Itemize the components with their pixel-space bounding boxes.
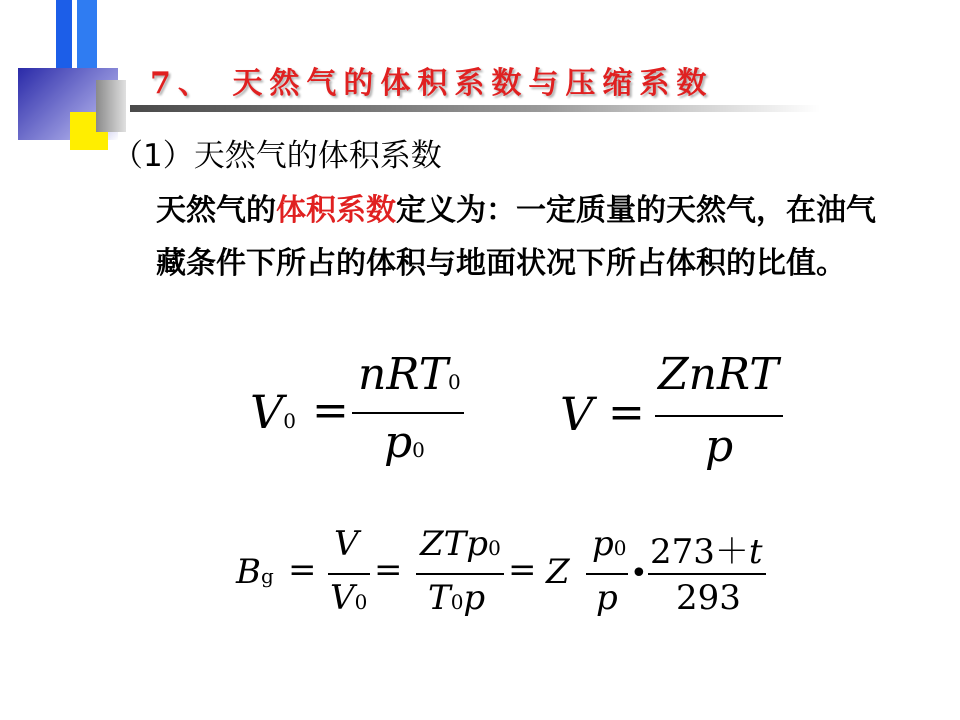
bg-f1-denominator: V0: [330, 578, 368, 618]
definition-part1: 天然气的: [156, 193, 276, 228]
slide-title: 7、 天然气的体积系数与压缩系数: [150, 66, 714, 101]
bg-lhs: Bg: [236, 552, 274, 592]
v0-numerator: nRT0: [358, 349, 461, 400]
bg-f4-line: [648, 573, 766, 575]
bg-multiply-dot: •: [630, 556, 648, 591]
v0-denominator: p0: [384, 417, 425, 468]
v-denominator: p: [705, 421, 734, 472]
title-underline: [130, 105, 820, 112]
v0-lhs: V0: [250, 385, 296, 439]
v-lhs: V: [560, 387, 594, 441]
bg-f3-line: [586, 573, 628, 575]
bg-f4-numerator: 273＋t: [650, 532, 763, 572]
definition-part2: 定义为：一定质量的天然气，在油气藏条件下所占的体积与地面状况下所占体积的比值。: [156, 193, 876, 281]
bg-f1-line: [328, 573, 370, 575]
section-subtitle: （1）天然气的体积系数: [112, 138, 442, 174]
formula-v0: [250, 349, 480, 485]
definition-paragraph: [156, 184, 896, 290]
v0-equals: =: [312, 385, 349, 436]
bg-f4-denominator: 293: [676, 578, 741, 618]
bg-f1-numerator: V: [334, 524, 359, 564]
bg-f3-denominator: p: [596, 578, 618, 618]
bg-z: Z: [546, 552, 570, 592]
formula-v: [560, 349, 800, 485]
bg-equals-1: =: [288, 550, 317, 590]
v-fraction-line: [655, 415, 783, 417]
v-equals: =: [608, 387, 645, 438]
gray-block: [96, 80, 126, 132]
v0-fraction-line: [352, 412, 464, 414]
bg-f2-numerator: ZTp0: [420, 524, 501, 564]
formula-bg: [236, 524, 796, 638]
bg-equals-3: =: [508, 550, 537, 590]
bg-equals-2: =: [374, 550, 403, 590]
definition-highlight: 体积系数: [276, 193, 396, 228]
bg-f2-line: [416, 573, 504, 575]
v-numerator: ZnRT: [658, 349, 779, 400]
bg-f3-numerator: p0: [592, 524, 627, 564]
bg-f2-denominator: T0p: [428, 578, 486, 618]
